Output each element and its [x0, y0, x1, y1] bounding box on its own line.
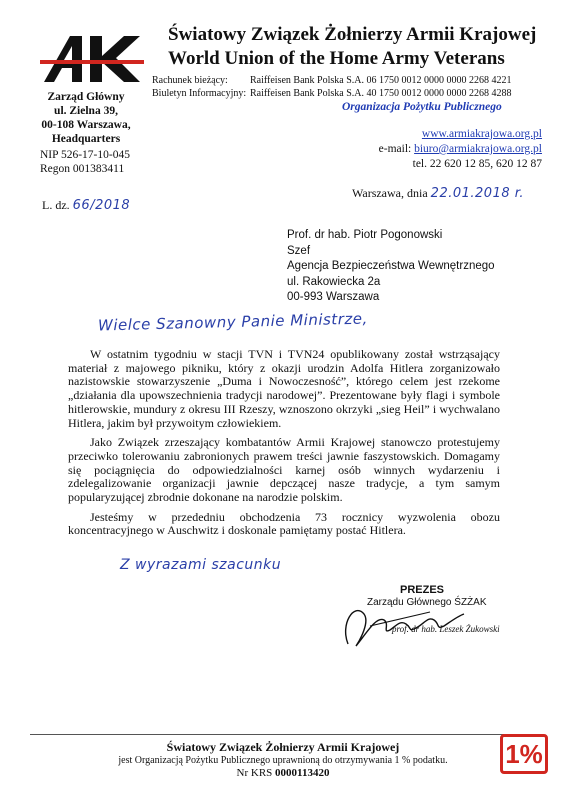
footer-krs: [100, 767, 466, 780]
bank-account-label: Rachunek bieżący:: [152, 75, 228, 86]
handwritten-salutation: Wielce Szanowny Panie Ministrze,: [97, 309, 368, 335]
hq-line: Headquarters: [51, 133, 121, 145]
bank-account-value: Raiffeisen Bank Polska S.A. 40 1750 0012 0000 0000 2268 4288: [250, 87, 512, 99]
krs-label: Nr KRS: [236, 767, 273, 779]
footer-org-name: Światowy Związek Żołnierzy Armii Krajowej: [166, 740, 400, 754]
opp-status: Organizacja Pożytku Publicznego: [342, 101, 502, 113]
hq-line: 00-108 Warszawa,: [41, 119, 131, 131]
website-link[interactable]: www.armiakrajowa.org.pl: [421, 128, 542, 140]
body-paragraph: Jesteśmy w przededniu obchodzenia 73 rocznicy wyzwolenia obozu koncentracyjnego w Auschwitz i doskonale pamiętamy postać Hitlera.: [68, 509, 500, 538]
bank-account-label: Biuletyn Informacyjny:: [152, 87, 247, 99]
recipient-line: Szef: [287, 244, 311, 257]
regon-number: Regon 001383411: [40, 163, 125, 175]
letter-body: [68, 348, 500, 544]
bank-accounts: [152, 75, 511, 100]
bank-account-value: Raiffeisen Bank Polska S.A. 06 1750 0012 0000 0000 2268 4221: [250, 75, 512, 86]
recipient-line: Agencja Bezpieczeństwa Wewnętrznego: [287, 260, 495, 272]
contact-info: [379, 127, 542, 172]
handwritten-reference: 66/2018: [72, 198, 131, 213]
org-name-english: World Union of the Home Army Veterans: [168, 48, 505, 69]
place-label: Warszawa, dnia: [352, 186, 428, 200]
org-name-polish: Światowy Związek Żołnierzy Armii Krajowej: [168, 24, 537, 45]
signature-subtitle: Zarządu Głównego ŚZŻAK: [367, 597, 487, 608]
signature-title: PREZES: [400, 584, 445, 596]
recipient-line: Prof. dr hab. Piotr Pogonowski: [287, 229, 443, 241]
phone-numbers: tel. 22 620 12 85, 620 12 87: [412, 158, 542, 170]
footer-opp-line: jest Organizacją Pożytku Publicznego uprawnioną do otrzymywania 1 % podatku.: [118, 755, 448, 766]
place-and-date: [352, 186, 524, 201]
registration-ids: [40, 148, 130, 176]
reference-number: [42, 198, 130, 213]
email-label: e-mail:: [378, 143, 412, 155]
one-percent-badge: 1%: [500, 734, 548, 774]
recipient-line: 00-993 Warszawa: [287, 291, 380, 303]
handwritten-date: 22.01.2018 r.: [430, 186, 525, 201]
handwritten-closing: Z wyrazami szacunku: [120, 557, 282, 573]
signature-name: prof. dr hab. Leszek Żukowski: [392, 624, 500, 634]
body-paragraph: Jako Związek zrzeszający kombatantów Armii Krajowej stanowczo protestujemy przeciwko tolerowaniu zabronionych prawem treści jawnie faszystowskich. Domagamy się pociągnięcia do odpowiedzialności karnej osób winnych wydarzeniu i zdelegalizowanie organizacji jawnie depczącej nasze tradycje, a tym samym popularyzującej zbrodnie dokonane na narodzie polskim.: [68, 435, 500, 505]
recipient-line: ul. Rakowiecka 2a: [287, 275, 381, 288]
footer-divider: [30, 734, 538, 735]
bank-account-row: [152, 88, 511, 101]
hq-line: ul. Zielna 39,: [54, 105, 118, 117]
reference-label: L. dz.: [42, 198, 70, 212]
nip-number: NIP 526-17-10-045: [40, 149, 130, 161]
email-link[interactable]: biuro@armiakrajowa.org.pl: [414, 143, 542, 155]
hq-line: Zarząd Główny: [47, 91, 125, 103]
bank-account-row: [152, 75, 511, 88]
recipient-address: [287, 228, 495, 306]
body-paragraph: W ostatnim tygodniu w stacji TVN i TVN24 opublikowany został wstrząsający materiał z majowego pikniku, który z okazji urodzin Adolfa Hitlera zorganizowało nazistowskie stowarzyszenie „Duma i Nowoczesność”, którego celem jest rzekome „działania dla upowszechnienia tradycji narodowej”. Prezentowane były flagi i symbole hitlerowskie, mundury z okresu III Rzeszy, wznoszono okrzyki „sieg Heil” i wychwalano Hitlera, jakim był przywoitym człowiekiem.: [68, 347, 500, 430]
headquarters-address: [22, 90, 150, 146]
krs-number: 0000113420: [275, 767, 330, 779]
footer: [100, 741, 466, 780]
ak-anchor-logo: [40, 30, 144, 90]
